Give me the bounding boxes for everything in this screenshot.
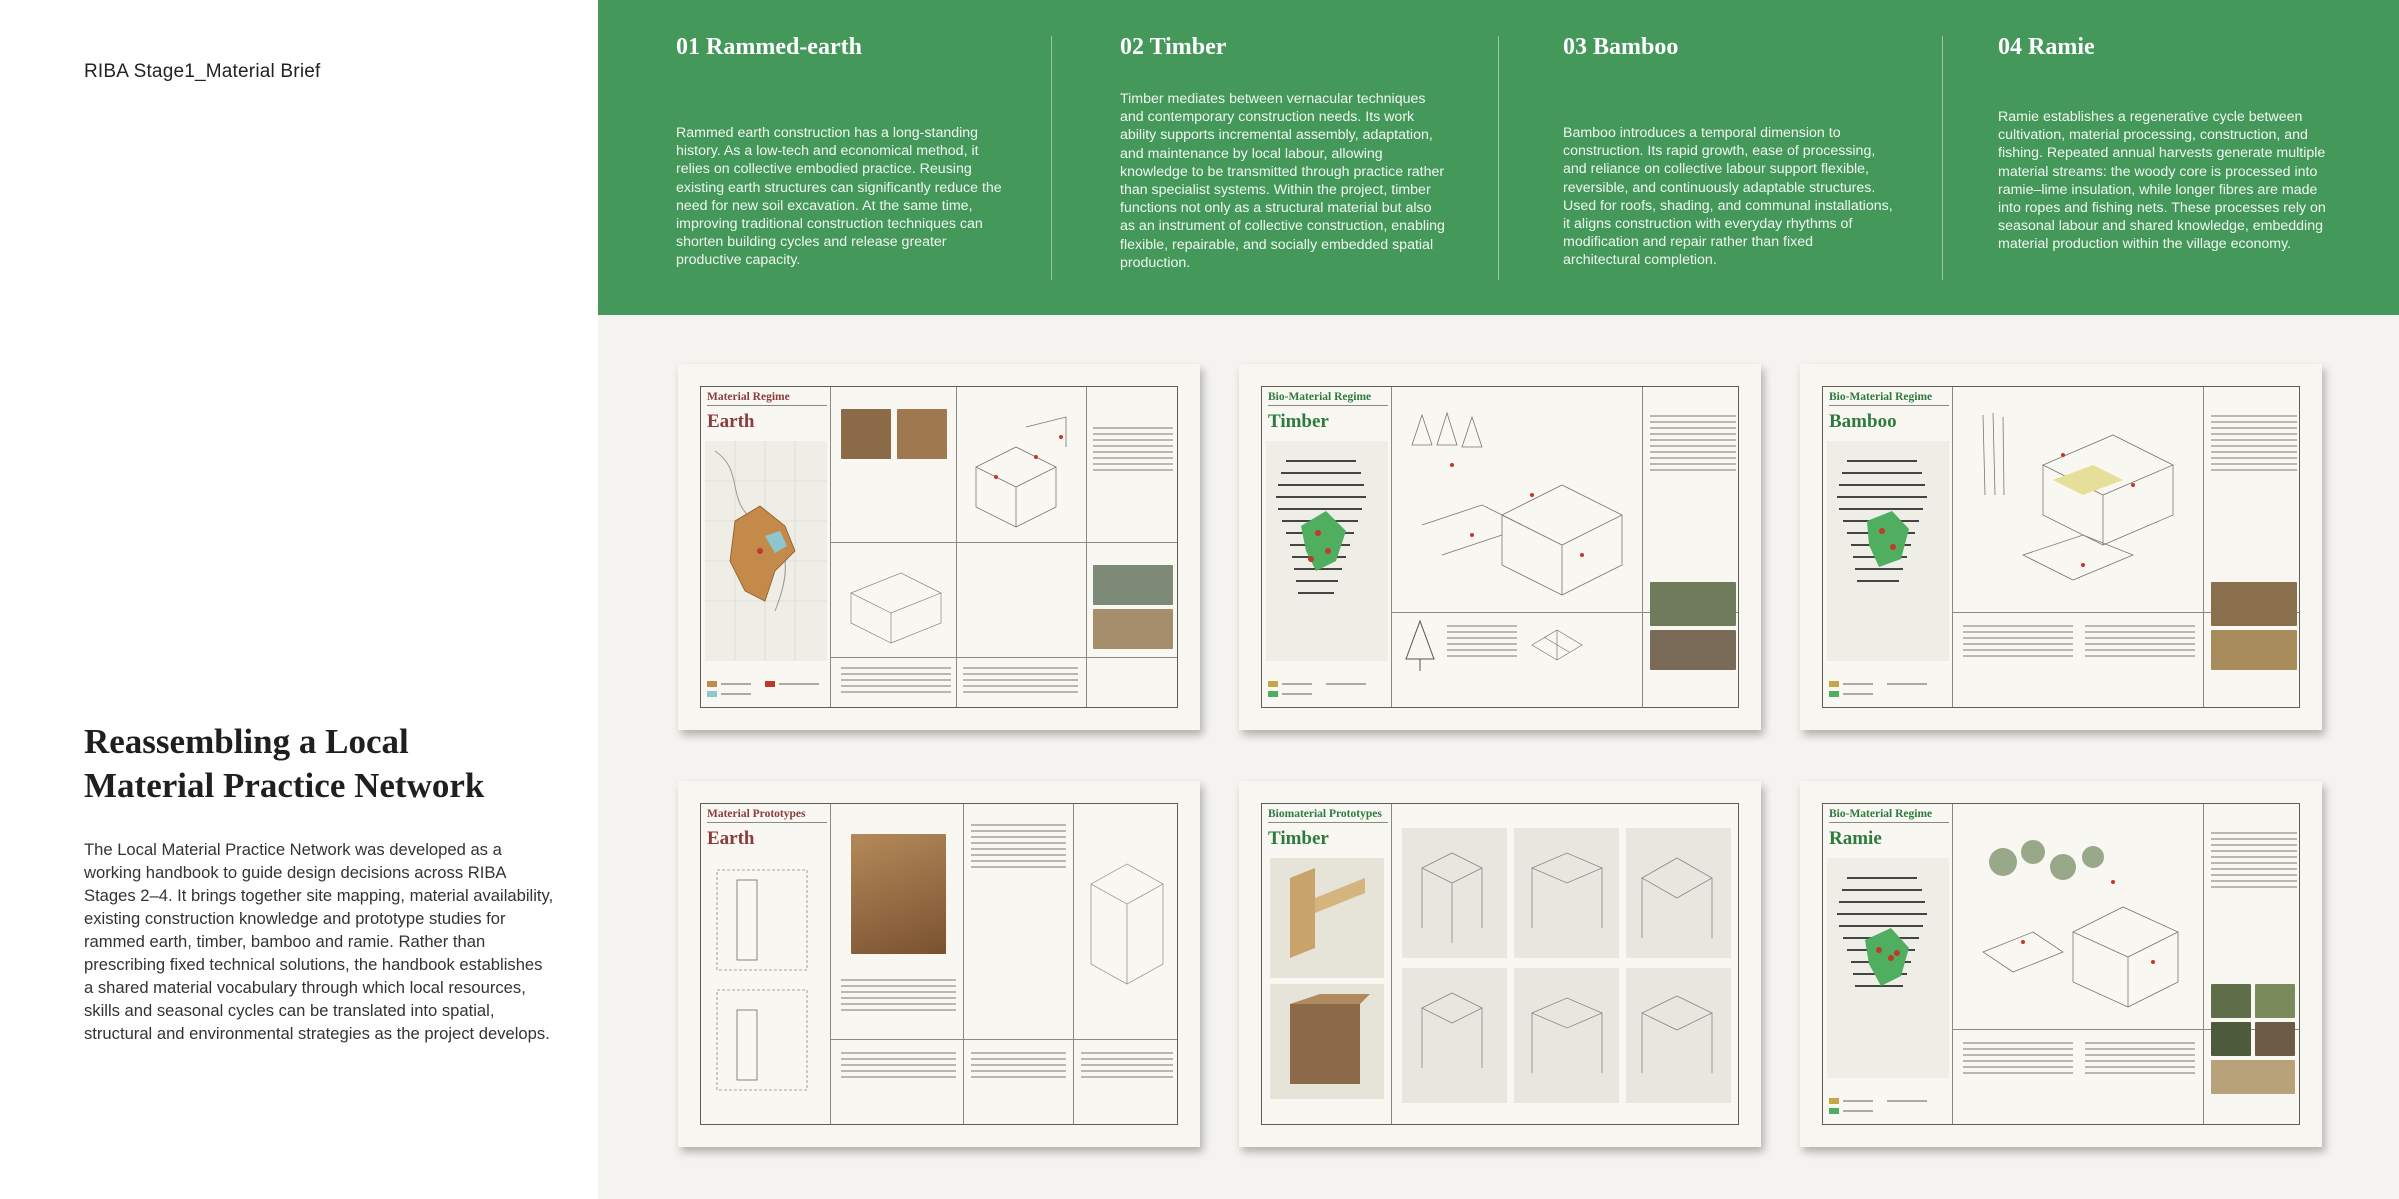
rammed-earth-photo <box>841 409 891 459</box>
ramie-photo <box>2211 1060 2295 1094</box>
map-legend <box>705 677 827 701</box>
sheet-divider <box>963 804 964 1124</box>
main-title-line-2: Material Practice Network <box>84 766 485 805</box>
sheet-regime-label: Bio-Material Regime <box>1829 808 1949 823</box>
handbook-sheet-earth-regime <box>678 364 1200 730</box>
legend-text-lines <box>2211 832 2297 892</box>
sheet-divider <box>2203 387 2204 707</box>
handbook-sheet-timber-regime <box>1239 364 1761 730</box>
main-title <box>84 720 564 808</box>
rammed-earth-photo <box>897 409 947 459</box>
data-text-lines <box>971 1052 1066 1082</box>
site-map-earth <box>705 441 827 661</box>
timber-production-sketch <box>1402 405 1634 605</box>
site-map-bamboo <box>1827 441 1949 661</box>
material-title: 04 Ramie <box>1998 34 2095 60</box>
bamboo-photo <box>2211 630 2297 670</box>
sheet-divider <box>831 657 1177 658</box>
site-map-timber <box>1266 441 1388 661</box>
data-text-lines <box>1963 625 2073 661</box>
material-description: Timber mediates between vernacular techniques and contemporary construction needs. Its work ability supports incremental assembly, adaptation, and maintenance by local labour, allowing knowledge to be transmitted through practice rather than specialist systems. Within the project, timber functions not only as a structural material but also as an instrument of collective construction, enabling flexible, repairable, and socially embedded spatial production. <box>1120 91 1445 271</box>
sheet-material-name: Earth <box>707 828 755 849</box>
timber-structure-photo <box>1650 582 1736 626</box>
data-text-lines <box>2085 1042 2195 1078</box>
tree-icon <box>1400 619 1440 673</box>
sheet-material-name: Timber <box>1268 411 1329 432</box>
timber-joint-render <box>1270 858 1384 978</box>
village-photo <box>1093 565 1173 605</box>
data-text-lines <box>2085 625 2195 661</box>
timber-structure-photo <box>1650 630 1736 670</box>
sheet-material-name: Timber <box>1268 828 1329 849</box>
sheet-material-name: Earth <box>707 411 755 432</box>
sheet-divider <box>1073 804 1074 1124</box>
column-divider <box>1498 36 1499 280</box>
ramie-photo <box>2211 984 2251 1018</box>
sheet-divider <box>1642 387 1643 707</box>
sheet-frame <box>1261 386 1739 708</box>
data-text-lines <box>841 1052 956 1082</box>
material-description: Ramie establishes a regenerative cycle between cultivation, material processing, construction, and fishing. Repeated annual harvests generate multiple material streams: the woody core is processed into ramie–lime insulation, while longer fibres are made into ropes and fishing nets. These processes rely on seasonal labour and shared knowledge, embedding material production within the village economy. <box>1998 109 2326 253</box>
data-text-lines <box>963 667 1078 697</box>
sheet-regime-label: Material Regime <box>707 391 827 406</box>
sheet-material-name: Ramie <box>1829 828 1882 849</box>
sheet-divider <box>1086 387 1087 707</box>
site-map-ramie <box>1827 858 1949 1078</box>
sheet-divider <box>831 542 1177 543</box>
data-text-lines <box>1447 625 1517 661</box>
sheet-frame <box>1822 386 2300 708</box>
sheet-frame <box>700 386 1178 708</box>
sheet-frame <box>700 803 1178 1125</box>
map-legend <box>1827 677 1949 701</box>
sheet-regime-label: Bio-Material Regime <box>1829 391 1949 406</box>
map-legend <box>1827 1094 1949 1118</box>
material-description: Rammed earth construction has a long-standing history. As a low-tech and economical method, it relies on collective embodied practice. Reusing existing earth structures can significantly reduce the need for new soil excavation. At the same time, improving traditional construction techniques can shorten building cycles and release greater productive capacity. <box>676 125 1002 269</box>
bamboo-production-sketch <box>1963 405 2195 605</box>
document-label: RIBA Stage1_Material Brief <box>84 61 321 82</box>
map-legend <box>1266 677 1388 701</box>
sheet-divider <box>831 1039 1177 1040</box>
village-photo <box>1093 609 1173 649</box>
handbook-sheet-timber-prototypes <box>1239 781 1761 1147</box>
sheet-divider <box>2203 804 2204 1124</box>
left-column <box>0 0 598 1199</box>
prototype-axonometric-sketch <box>1081 824 1173 994</box>
column-divider <box>1942 36 1943 280</box>
legend-text-lines <box>2211 415 2297 475</box>
timber-grid-sketch <box>1527 625 1587 665</box>
ramie-photo <box>2211 1022 2251 1056</box>
ramie-cycle-sketch <box>1963 822 2195 1022</box>
timber-wall-render <box>1270 984 1384 1099</box>
sheet-material-name: Bamboo <box>1829 411 1897 432</box>
material-description: Bamboo introduces a temporal dimension to construction. Its rapid growth, ease of processing, and reliance on collective labour support flexible, reversible, and continuously adaptable structures. Used for roofs, shading, and communal installations, it aligns construction with everyday rhythms of modification and repair rather than fixed architectural completion. <box>1563 125 1893 269</box>
handbook-sheet-bamboo-regime <box>1800 364 2322 730</box>
construction-sketch <box>966 407 1078 535</box>
material-title: 03 Bamboo <box>1563 34 1679 60</box>
legend-text-lines <box>1650 415 1736 475</box>
handbook-sheet-ramie-regime <box>1800 781 2322 1147</box>
sheet-regime-label: Material Prototypes <box>707 808 827 823</box>
material-title: 01 Rammed-earth <box>676 34 862 60</box>
data-text-lines <box>1081 1052 1173 1082</box>
sheet-regime-label: Biomaterial Prototypes <box>1268 808 1388 823</box>
column-divider <box>1051 36 1052 280</box>
ramie-photo <box>2255 984 2295 1018</box>
wall-section-sketch <box>707 860 827 1110</box>
timber-frame-sketches <box>1402 828 1732 1108</box>
right-panel <box>598 0 2399 1199</box>
data-text-lines <box>841 667 951 697</box>
main-title-line-1: Reassembling a Local <box>84 722 409 761</box>
sheet-regime-label: Bio-Material Regime <box>1268 391 1388 406</box>
intro-paragraph: The Local Material Practice Network was developed as a working handbook to guide design decisions across RIBA Stages 2–4. It brings together site mapping, material availability, existing construction knowledge and prototype studies for rammed earth, timber, bamboo and ramie. Rather than prescribing fixed technical solutions, the handbook establishes a shared material vocabulary through which local resources, skills and seasonal cycles can be translated into spatial, structural and environmental strategies as the project develops. <box>84 840 554 1043</box>
handbook-sheet-earth-prototypes <box>678 781 1200 1147</box>
prototype-model-photo <box>851 834 946 954</box>
legend-text-lines <box>1093 427 1173 475</box>
bamboo-photo <box>2211 582 2297 626</box>
sheet-frame <box>1261 803 1739 1125</box>
ramie-photo <box>2255 1022 2295 1056</box>
wall-volume-sketch <box>841 553 951 647</box>
data-text-lines <box>971 824 1066 872</box>
data-text-lines <box>841 979 956 1015</box>
material-title: 02 Timber <box>1120 34 1227 60</box>
sheet-divider <box>956 387 957 707</box>
sheet-frame <box>1822 803 2300 1125</box>
material-banner <box>598 0 2399 315</box>
data-text-lines <box>1963 1042 2073 1078</box>
